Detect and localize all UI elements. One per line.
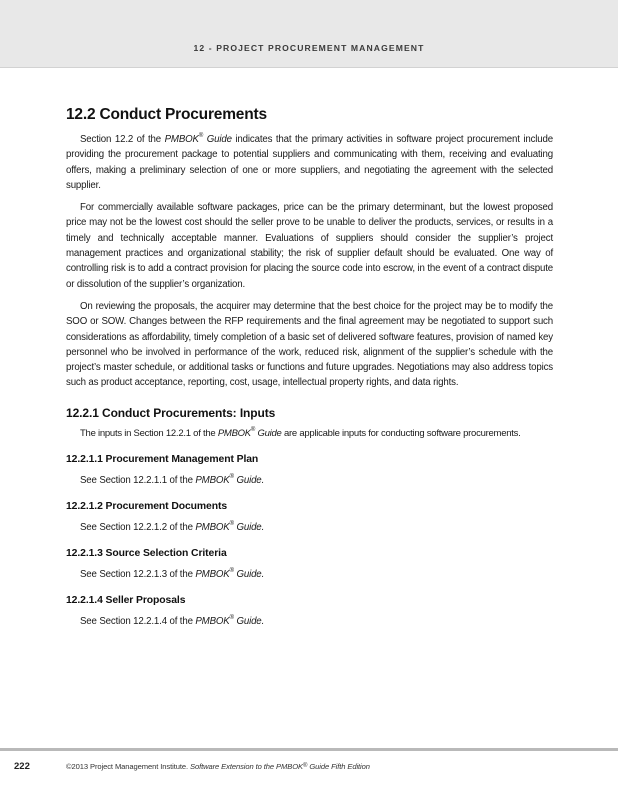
section-heading: 12.2 Conduct Procurements [66,106,267,123]
page-content [66,106,553,629]
section-reference: See Section 12.2.1.3 of the PMBOK® Guide. [80,568,265,581]
body-paragraph-2: For commercially available software packages, price can be the primary determinant, but the lowest proposed price may not be the lowest cost should the seller prove to be unable to deliver the products, services, or results in a timely and technically acceptable manner. Evaluations of suppliers should consider the supplier’s project management practices and organizational stability; the risk of supplier default should be evaluated. One way of controlling risk is to add a contract provision for placing the source code into escrow, in the event of a contract dispute or dissolution of the supplier’s organization. [66,202,553,290]
subsection-heading-inputs: 12.2.1 Conduct Procurements: Inputs [66,405,276,420]
subsubsection-heading: 12.2.1.3 Source Selection Criteria [66,548,227,560]
subsubsection-heading: 12.2.1.2 Procurement Documents [66,501,228,513]
section-reference: See Section 12.2.1.4 of the PMBOK® Guide. [80,615,265,628]
section-reference: See Section 12.2.1.1 of the PMBOK® Guide. [80,474,265,487]
running-header-title: 12 - PROJECT PROCUREMENT MANAGEMENT [193,43,425,53]
body-paragraph-3: On reviewing the proposals, the acquirer may determine that the best choice for the project may be to modify the SOO or SOW. Changes between the RFP requirements and the final agreement may be negotiated to support such considerations as affordability, timely completion of a basic set of delivered software features, provision of named key personnel who be involved in performance of the work, reduced risk, alignment of the supplier’s schedule with the project’s master schedule, or additional tasks or functions and future upgrades. Negotiations may also address topics such as product acceptance, reporting, cost, usage, intellectual property rights, and data rights. [66,300,553,389]
subsubsection-heading: 12.2.1.1 Procurement Management Plan [66,454,259,466]
inputs-paragraph: The inputs in Section 12.2.1 of the PMBOK® Guide are applicable inputs for conducting software procurements. [80,426,521,439]
footer-divider [0,748,618,751]
body-paragraph-1: Section 12.2 of the PMBOK® Guide indicates that the primary activities in software project procurement include providing the procurement package to potential suppliers and communicating with them, receiving and evaluating offers, making a preliminary selection of one or more suppliers, and negotiating the agreement with the selected supplier. [66,133,554,191]
running-header-band [0,0,618,68]
section-reference: See Section 12.2.1.2 of the PMBOK® Guide. [80,521,265,534]
footer-copyright: ©2013 Project Management Institute. Software Extension to the PMBOK® Guide Fifth Edition [66,762,370,771]
page-number: 222 [14,761,30,772]
subsubsection-heading: 12.2.1.4 Seller Proposals [66,595,186,607]
